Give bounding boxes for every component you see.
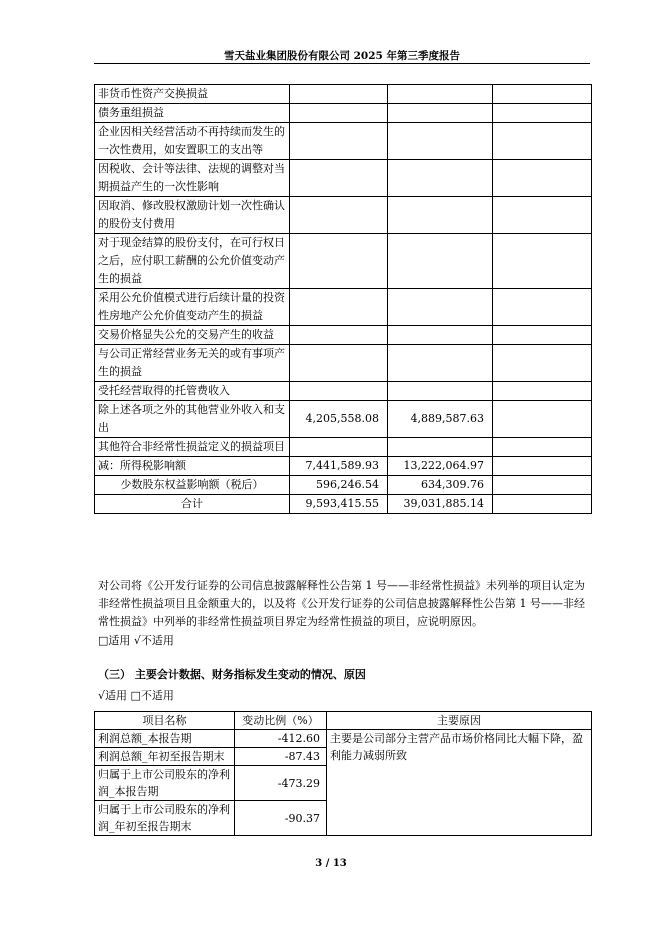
- row-ytd: [388, 345, 493, 382]
- row-note: [493, 289, 592, 326]
- table-row: [95, 289, 592, 326]
- row-label: 采用公允价值模式进行后续计量的投资性房地产公允价值变动产生的损益: [95, 289, 290, 326]
- non-recurring-items-table: [94, 84, 592, 514]
- row-label: 除上述各项之外的其他营业外收入和支出: [95, 401, 290, 438]
- table-row: [95, 730, 592, 748]
- row-ytd: 634,309.76: [388, 476, 493, 495]
- change-ratio: -473.29: [235, 766, 327, 801]
- row-note: [493, 326, 592, 345]
- row-label: 交易价格显失公允的交易产生的收益: [95, 326, 290, 345]
- table-row: [95, 345, 592, 382]
- row-amount: [290, 326, 388, 345]
- row-label: 企业因相关经营活动不再持续而发生的一次性费用，如安置职工的支出等: [95, 123, 290, 160]
- applicability-checkbox: □适用 √不适用: [98, 634, 174, 647]
- row-amount: [290, 197, 388, 234]
- row-amount: [290, 85, 388, 104]
- section-title: （三） 主要会计数据、财务指标发生变动的情况、原因: [98, 668, 366, 681]
- row-ytd: [388, 197, 493, 234]
- row-label: 减：所得税影响额: [95, 457, 290, 476]
- header-rule: [94, 63, 590, 64]
- change-ratio: -87.43: [235, 748, 327, 766]
- item-name: 归属于上市公司股东的净利润_本报告期: [95, 766, 235, 801]
- row-amount: [290, 234, 388, 289]
- change-ratio: -90.37: [235, 801, 327, 836]
- row-ytd: 39,031,885.14: [388, 495, 493, 514]
- table-row: [95, 438, 592, 457]
- table-row: [95, 457, 592, 476]
- row-note: [493, 234, 592, 289]
- table-row: [95, 123, 592, 160]
- row-amount: [290, 382, 388, 401]
- row-label: 对于现金结算的股份支付，在可行权日之后，应付职工薪酬的公允价值变动产生的损益: [95, 234, 290, 289]
- row-amount: 4,205,558.08: [290, 401, 388, 438]
- row-ytd: [388, 85, 493, 104]
- row-label: 受托经营取得的托管费收入: [95, 382, 290, 401]
- row-label: 合计: [95, 495, 290, 514]
- row-note: [493, 476, 592, 495]
- table-row: [95, 382, 592, 401]
- header-main-reason: 主要原因: [327, 712, 592, 730]
- row-amount: [290, 438, 388, 457]
- row-note: [493, 104, 592, 123]
- main-reason: 主要是公司部分主营产品市场价格同比大幅下降，盈利能力减弱所致: [327, 730, 592, 836]
- applicability-checkbox-2: √适用 □不适用: [98, 689, 174, 702]
- row-label: 非货币性资产交换损益: [95, 85, 290, 104]
- row-note: [493, 123, 592, 160]
- row-amount: [290, 104, 388, 123]
- row-ytd: [388, 382, 493, 401]
- row-note: [493, 197, 592, 234]
- table-header-row: [95, 712, 592, 730]
- table-row: [95, 104, 592, 123]
- row-ytd: [388, 104, 493, 123]
- row-ytd: [388, 234, 493, 289]
- row-amount: [290, 289, 388, 326]
- row-amount: 9,593,415.55: [290, 495, 388, 514]
- row-note: [493, 438, 592, 457]
- row-note: [493, 401, 592, 438]
- row-label: 债务重组损益: [95, 104, 290, 123]
- row-label: 少数股东权益影响额（税后）: [95, 476, 290, 495]
- item-name: 利润总额_年初至报告期末: [95, 748, 235, 766]
- row-label: 与公司正常经营业务无关的或有事项产生的损益: [95, 345, 290, 382]
- row-amount: 596,246.54: [290, 476, 388, 495]
- row-ytd: 4,889,587.63: [388, 401, 493, 438]
- table-row: [95, 197, 592, 234]
- row-label: 因取消、修改股权激励计划一次性确认的股份支付费用: [95, 197, 290, 234]
- row-ytd: [388, 123, 493, 160]
- table-row: [95, 326, 592, 345]
- report-header: 雪天盐业集团股份有限公司 2025 年第三季度报告: [223, 50, 461, 62]
- item-name: 归属于上市公司股东的净利润_年初至报告期末: [95, 801, 235, 836]
- item-name: 利润总额_本报告期: [95, 730, 235, 748]
- row-ytd: [388, 438, 493, 457]
- table-row: [95, 160, 592, 197]
- row-ytd: [388, 289, 493, 326]
- row-label: 其他符合非经常性损益定义的损益项目: [95, 438, 290, 457]
- row-note: [493, 160, 592, 197]
- row-note: [493, 345, 592, 382]
- row-note: [493, 382, 592, 401]
- row-note: [493, 457, 592, 476]
- change-ratio: -412.60: [235, 730, 327, 748]
- row-amount: [290, 123, 388, 160]
- explanation-paragraph: 对公司将《公开发行证券的公司信息披露解释性公告第 1 号——非经常性损益》未列举的项目认定为非经常性损益项目且金额重大的，以及将《公开发行证券的公司信息披露解释性公告第 1 号——非经常性损益》中列举的非经常性损益项目界定为经常性损益的项目，应说明原因。: [98, 579, 585, 628]
- key-changes-table: [94, 711, 592, 836]
- header-change-ratio: 变动比例（%）: [235, 712, 327, 730]
- row-label: 因税收、会计等法律、法规的调整对当期损益产生的一次性影响: [95, 160, 290, 197]
- header-item-name: 项目名称: [95, 712, 235, 730]
- row-note: [493, 85, 592, 104]
- page-number: 3 / 13: [315, 858, 347, 869]
- table-row: [95, 495, 592, 514]
- table-row: [95, 401, 592, 438]
- table-row: [95, 234, 592, 289]
- row-amount: 7,441,589.93: [290, 457, 388, 476]
- table-row: [95, 476, 592, 495]
- row-amount: [290, 160, 388, 197]
- table-row: [95, 85, 592, 104]
- row-ytd: 13,222,064.97: [388, 457, 493, 476]
- row-amount: [290, 345, 388, 382]
- row-note: [493, 495, 592, 514]
- row-ytd: [388, 326, 493, 345]
- row-ytd: [388, 160, 493, 197]
